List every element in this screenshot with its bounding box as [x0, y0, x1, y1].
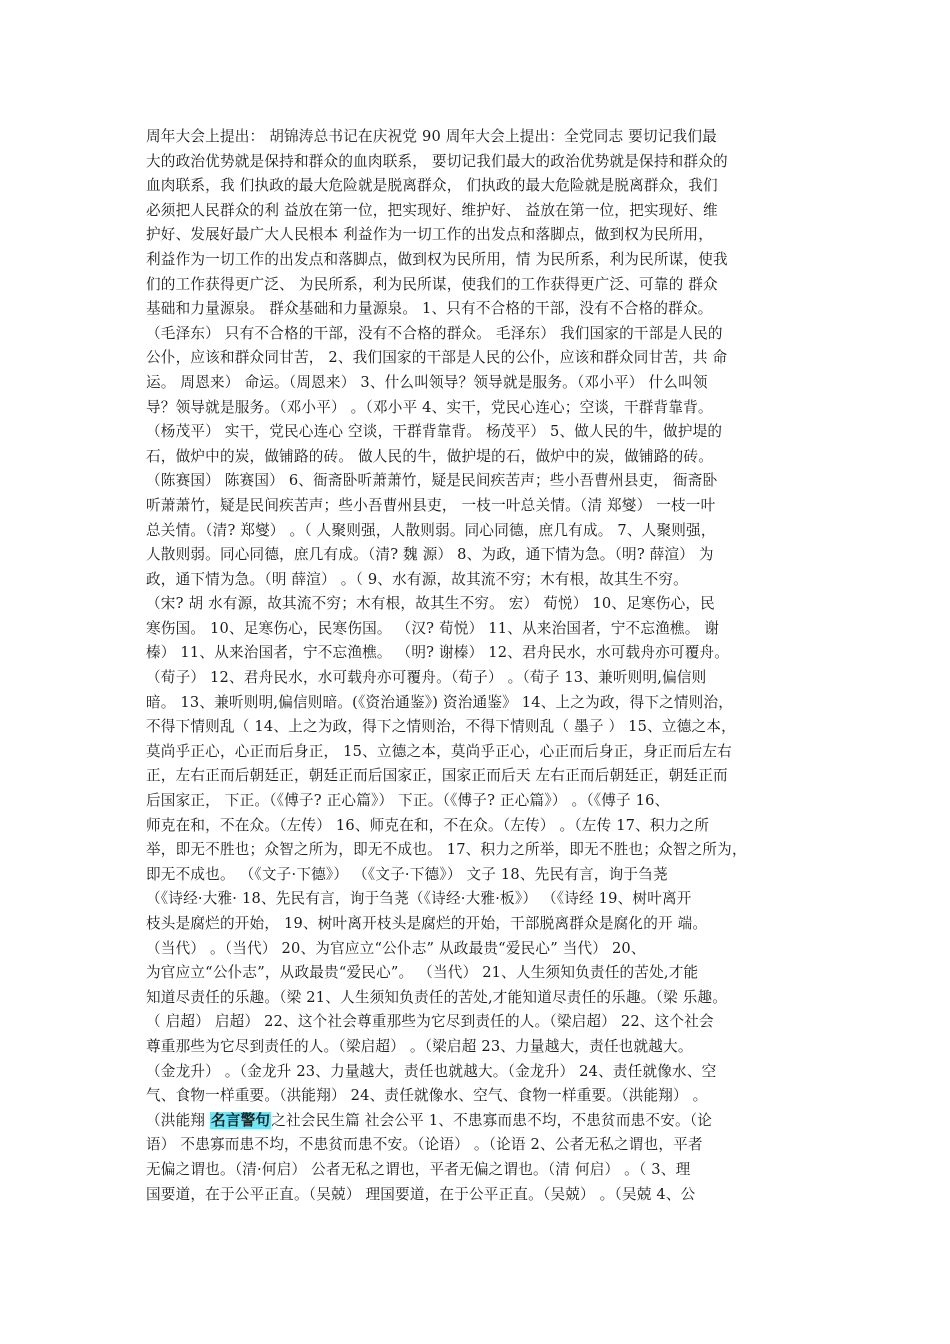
text-line: 听萧萧竹，疑是民间疾苦声；些小吾曹州县吏， 一枝一叶总关情。（清 郑燮） 一枝一叶	[146, 496, 716, 514]
text-line: 不得下情则乱（ 14、上之为政，得下之情则治，不得下情则乱（ 墨子 ） 15、立德之本，	[146, 718, 736, 736]
text-line: 枝头是腐烂的开始， 19、树叶离开枝头是腐烂的开始，干部脱离群众是腐化的开 端。	[146, 915, 708, 932]
text-line: 必须把人民群众的利 益放在第一位，把实现好、维护好、 益放在第一位，把实现好、维	[146, 201, 718, 219]
text-line: （杨茂平） 实干，党民心连心 空谈，干群背靠背。 杨茂平） 5、做人民的牛，做护堤的	[146, 423, 723, 441]
text-line: 石，做炉中的炭，做铺路的砖。 做人民的牛，做护堤的石，做炉中的炭，做铺路的砖。	[146, 447, 714, 465]
line-text-after: 之社会民生篇 社会公平 1、不患寡而患不均，不患贫而患不安。（论	[271, 1111, 713, 1129]
text-line: 周年大会上提出： 胡锦涛总书记在庆祝党 90 周年大会上提出：全党同志 要切记我们最	[146, 128, 717, 145]
text-line: 莫尚乎正心，心正而后身正， 15、立德之本，莫尚乎正心，心正而后身正，身正而后左右	[146, 742, 732, 760]
text-line: 正，左右正而后朝廷正，朝廷正而后国家正，国家正而后天 左右正而后朝廷正，朝廷正而	[146, 767, 728, 785]
text-line: 无偏之谓也。（清·何启） 公者无私之谓也，平者无偏之谓也。（清 何启） 。（ 3、理	[146, 1160, 691, 1178]
text-line: 师克在和，不在众。（左传） 16、师克在和，不在众。（左传） 。（左传 17、积力之所	[146, 816, 710, 834]
text-line: 们的工作获得更广泛、 为民所系，利为民所谋，使我们的工作获得更广泛、可靠的 群众	[146, 275, 718, 293]
text-line: （《诗经·大雅· 18、先民有言，询于刍荛（《诗经·大雅·板》） （《诗经 19、树叶离开	[146, 890, 692, 908]
text-line: 暗。 13、兼听则明,偏信则暗。(《资治通鉴》) 资治通鉴》 14、上之为政，得下之情则治，	[146, 693, 734, 711]
text-line: 知道尽责任的乐趣。（梁 21、人生须知负责任的苦处,才能知道尽责任的乐趣。（梁 乐趣。	[146, 988, 728, 1006]
text-line: 即无不成也。 （《文子·下德》） （《文子·下德》） 文子 18、先民有言，询于刍荛	[146, 865, 668, 883]
text-line: 大的政治优势就是保持和群众的血肉联系， 要切记我们最大的政治优势就是保持和群众的	[146, 152, 728, 170]
text-line: 护好、发展好最广大人民根本 利益作为一切工作的出发点和落脚点，做到权为民所用，	[146, 226, 714, 244]
line-text-before: （洪能翔	[146, 1111, 211, 1129]
text-line: 气、食物一样重要。（洪能翔） 24、责任就像水、空气、食物一样重要。（洪能翔） 。	[146, 1087, 708, 1105]
text-line: 后国家正， 下正。（《傅子? 正心篇》） 下正。（《傅子? 正心篇》） 。（《傅子 16、	[146, 792, 670, 810]
text-line: （ 启超） 启超） 22、这个社会尊重那些为它尽到责任的人。（梁启超） 22、这个社会	[146, 1013, 714, 1031]
text-line: 为官应立“公仆志”，从政最贵“爱民心”。 （当代） 21、人生须知负责任的苦处,才能	[146, 964, 699, 982]
text-line: 利益作为一切工作的出发点和落脚点，做到权为民所用，情 为民所系，利为民所谋，使我	[146, 250, 728, 268]
text-line: 举，即无不胜也；众智之所为，即无不成也。 17、积力之所举，即无不胜也；众智之所为，	[146, 841, 747, 859]
text-line: 基础和力量源泉。 群众基础和力量源泉。 1、只有不合格的干部，没有不合格的群众。	[146, 300, 713, 318]
text-line: 政，通下情为急。（明 薛渲） 。（ 9、水有源，故其流不穷；木有根，故其生不穷。	[146, 570, 688, 588]
text-line: 运。 周恩来） 命运。（周恩来） 3、什么叫领导？领导就是服务。（邓小平） 什么叫领	[146, 373, 708, 391]
body-text	[146, 125, 812, 1207]
text-line: （宋? 胡 水有源，故其流不穷；木有根，故其生不穷。 宏） 荀悦） 10、足寒伤心，民	[146, 595, 715, 613]
text-line: （陈赛国） 陈赛国） 6、衙斋卧听萧萧竹，疑是民间疾苦声；些小吾曹州县吏， 衙斋卧	[146, 472, 718, 490]
text-line: （金龙升） 。（金龙升 23、力量越大，责任也就越大。（金龙升） 24、责任就像水、空	[146, 1062, 717, 1080]
text-line: 导？领导就是服务。（邓小平） 。（邓小平 4、实干，党民心连心；空谈，干群背靠背。	[146, 398, 713, 416]
text-line: 寒伤国。 10、足寒伤心，民寒伤国。 （汉? 荀悦） 11、从来治国者，宁不忘渔樵。 谢	[146, 619, 720, 637]
text-line: （毛泽东） 只有不合格的干部，没有不合格的群众。 毛泽东） 我们国家的干部是人民的	[146, 324, 723, 342]
text-line: 公仆，应该和群众同甘苦， 2、我们国家的干部是人民的公仆，应该和群众同甘苦，共 命	[146, 349, 728, 367]
text-line: 总关情。（清? 郑燮） 。（ 人聚则强，人散则弱。同心同德，庶几有成。 7、人聚则强，	[146, 521, 716, 539]
text-line: 国要道，在于公平正直。（吴兢） 理国要道，在于公平正直。（吴兢） 。（吴兢 4、公	[146, 1185, 696, 1203]
text-line: 尊重那些为它尽到责任的人。（梁启超） 。（梁启超 23、力量越大，责任也就越大。	[146, 1037, 693, 1055]
text-line: 人散则弱。同心同德，庶几有成。（清? 魏 源） 8、为政，通下情为急。（明? 薛渲） 为	[146, 546, 714, 564]
text-line: 血肉联系，我 们执政的最大危险就是脱离群众， 们执政的最大危险就是脱离群众，我们	[146, 177, 718, 195]
text-line: 语） 不患寡而患不均，不患贫而患不安。（论语） 。（论语 2、公者无私之谓也，平者	[146, 1136, 703, 1154]
text-line: （荀子） 12、君舟民水，水可载舟亦可覆舟。（荀子） 。（荀子 13、兼听则明,偏信则	[146, 669, 707, 687]
text-line: 榛） 11、从来治国者，宁不忘渔樵。 （明? 谢榛） 12、君舟民水，水可载舟亦可覆舟。	[146, 644, 730, 662]
highlighted-text-line	[146, 1109, 812, 1134]
text-line: （当代） 。（当代） 20、为官应立“公仆志” 从政最贵“爱民心” 当代） 20、	[146, 939, 646, 957]
highlighted-keyword: 名言警句	[211, 1111, 271, 1129]
